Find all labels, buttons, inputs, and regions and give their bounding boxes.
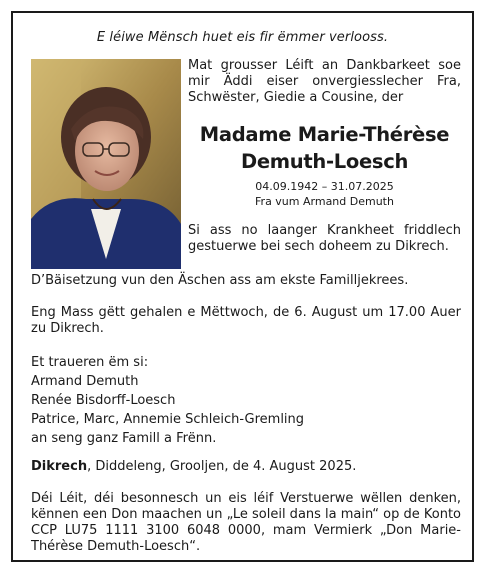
life-dates-block xyxy=(188,179,461,209)
mourners-block xyxy=(31,353,461,448)
portrait-photo xyxy=(31,59,181,269)
mourners-intro: Et traueren ëm si: xyxy=(31,355,149,370)
mourner-item: Renée Bisdorff-Loesch xyxy=(31,393,176,408)
notice-border xyxy=(11,11,474,562)
portrait-photo-image xyxy=(31,59,181,269)
place-date-line xyxy=(31,459,461,475)
deceased-name-line1: Madame Marie-Thérèse xyxy=(199,123,450,146)
place-rest: , Diddeleng, Grooljen, de 4. August 2025. xyxy=(87,459,357,474)
mourner-item: an seng ganz Famill a Frënn. xyxy=(31,431,217,446)
deceased-name-line2: Demuth-Loesch xyxy=(240,150,409,173)
burial-text: D’Bäisetzung vun den Äschen ass am ekste Familljekrees. xyxy=(31,273,409,288)
deceased-name xyxy=(188,121,461,175)
mass-text: Eng Mass gëtt gehalen e Mëttwoch, de 6. August um 17.00 Auer zu Dikrech. xyxy=(31,305,461,336)
mourner-item: Armand Demuth xyxy=(31,374,139,389)
donation-text: Déi Léit, déi besonnesch un eis léif Verstuerwe wëllen denken, kënnen een Don maachen un „Le soleil dans la main“ op de Konto CCP LU75 1111 3100 6048 0000, mam Vermierk „Don Marie-Thérèse Demuth-Loesch“. xyxy=(31,491,462,554)
mourner-item: Patrice, Marc, Annemie Schleich-Gremling xyxy=(31,412,305,427)
motto: E léiwe Mënsch huet eis fir ëmmer verlooss. xyxy=(96,30,389,45)
spouse-line: Fra vum Armand Demuth xyxy=(255,195,394,208)
cause-text: Si ass no laanger Krankheet friddlech gestuerwe bei sech doheem zu Dikrech. xyxy=(188,223,461,254)
life-dates: 04.09.1942 – 31.07.2025 xyxy=(255,180,394,193)
intro-text: Mat grousser Léift an Dankbarkeet soe mir Äddi eiser onvergiesslecher Fra, Schwëster, Giedie a Cousine, der xyxy=(188,58,461,105)
place-city: Dikrech xyxy=(31,459,88,474)
